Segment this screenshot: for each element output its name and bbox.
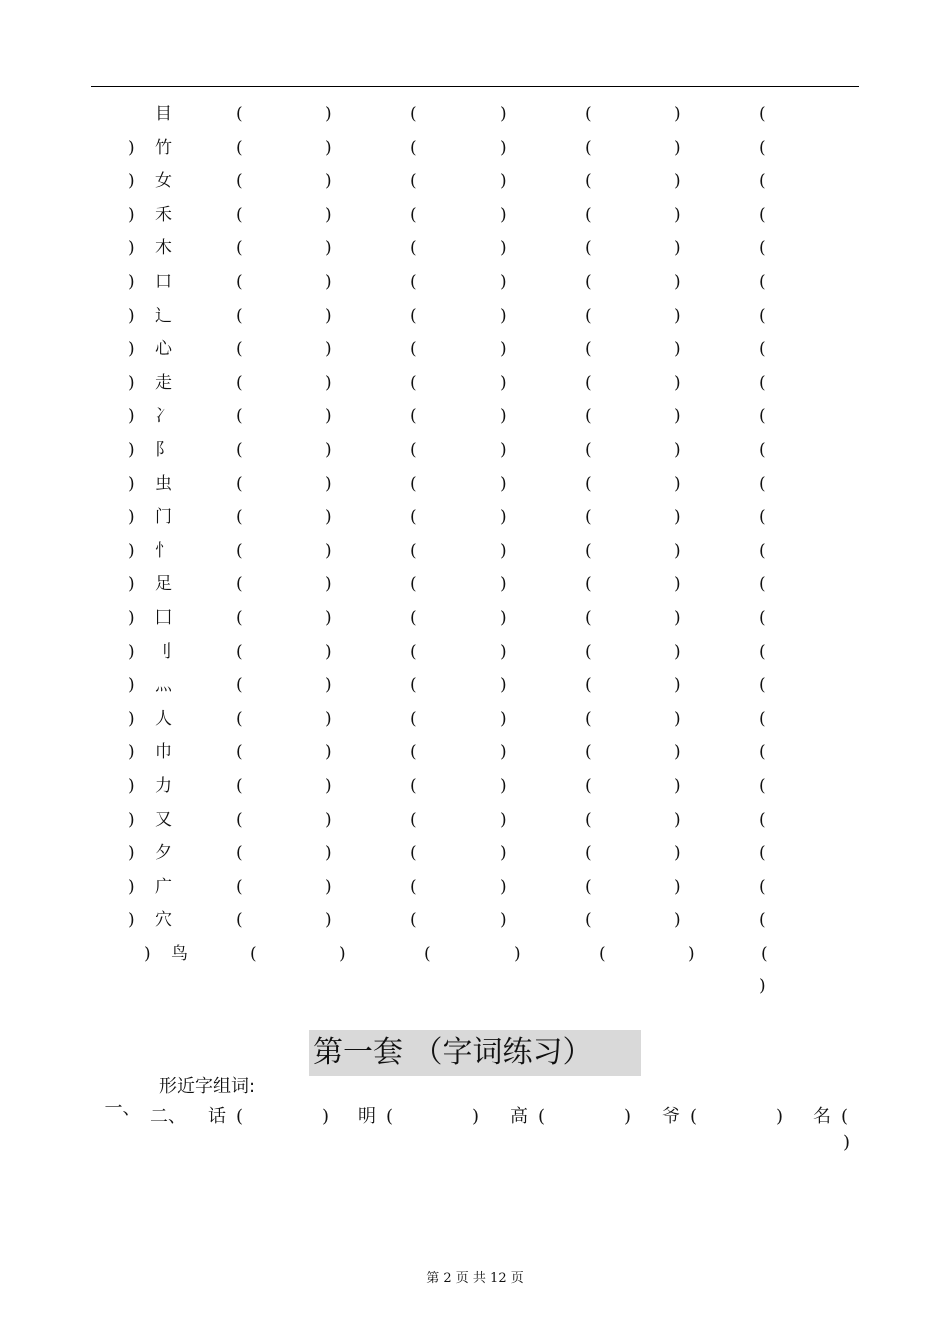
open-paren: (: [759, 440, 766, 460]
radical-char: 广: [155, 877, 172, 897]
open-paren: (: [585, 776, 592, 796]
close-paren: ): [674, 306, 681, 326]
radical-char: 刂: [155, 642, 172, 662]
close-paren: ): [500, 306, 507, 326]
close-paren: ): [500, 138, 507, 158]
close-paren: ): [128, 574, 135, 594]
radical-char: 足: [155, 574, 172, 594]
close-paren: ): [128, 474, 135, 494]
open-paren: (: [585, 608, 592, 628]
open-paren: (: [236, 474, 243, 494]
page-footer: 第 2 页 共 12 页: [426, 1271, 524, 1286]
close-paren: ): [128, 877, 135, 897]
word-char: 明: [358, 1106, 376, 1127]
close-paren: ): [674, 373, 681, 393]
close-paren: ): [325, 406, 332, 426]
open-paren: (: [236, 675, 243, 695]
open-paren: (: [585, 709, 592, 729]
open-paren: (: [410, 910, 417, 930]
close-paren: ): [128, 440, 135, 460]
close-paren: ): [339, 944, 346, 964]
close-paren: ): [674, 843, 681, 863]
open-paren: (: [250, 944, 257, 964]
open-paren: (: [585, 742, 592, 762]
open-paren: (: [585, 810, 592, 830]
close-paren: ): [325, 877, 332, 897]
close-paren: ): [128, 507, 135, 527]
open-paren: (: [759, 474, 766, 494]
open-paren: (: [410, 138, 417, 158]
radical-char: 辶: [155, 306, 172, 326]
close-paren: ): [500, 104, 507, 124]
open-paren: (: [759, 138, 766, 158]
close-paren: ): [128, 339, 135, 359]
close-paren: ): [325, 138, 332, 158]
open-paren: (: [759, 742, 766, 762]
radical-char: 走: [155, 373, 172, 393]
close-paren: ): [322, 1106, 330, 1127]
close-paren: ): [128, 910, 135, 930]
open-paren: (: [410, 877, 417, 897]
close-paren: ): [325, 742, 332, 762]
close-paren: ): [128, 541, 135, 561]
close-paren: ): [325, 104, 332, 124]
close-paren: ): [674, 776, 681, 796]
open-paren: (: [410, 104, 417, 124]
close-paren: ): [128, 776, 135, 796]
close-paren: ): [500, 843, 507, 863]
section-1-number: 一、: [104, 1098, 141, 1119]
open-paren: (: [236, 205, 243, 225]
open-paren: (: [759, 104, 766, 124]
open-paren: (: [759, 776, 766, 796]
radical-char: 女: [155, 171, 172, 191]
close-paren: ): [843, 1132, 851, 1153]
close-paren: ): [500, 742, 507, 762]
open-paren: (: [236, 507, 243, 527]
open-paren: (: [585, 138, 592, 158]
close-paren: ): [500, 541, 507, 561]
close-paren: ): [674, 205, 681, 225]
open-paren: (: [585, 104, 592, 124]
close-paren: ): [128, 406, 135, 426]
open-paren: (: [599, 944, 606, 964]
open-paren: (: [585, 272, 592, 292]
open-paren: (: [410, 810, 417, 830]
open-paren: (: [759, 541, 766, 561]
close-paren: ): [500, 709, 507, 729]
open-paren: (: [585, 877, 592, 897]
open-paren: (: [759, 373, 766, 393]
close-paren: ): [500, 642, 507, 662]
open-paren: (: [410, 205, 417, 225]
close-paren: ): [674, 104, 681, 124]
radical-char: 夕: [155, 843, 172, 863]
open-paren: (: [410, 474, 417, 494]
open-paren: (: [585, 574, 592, 594]
open-paren: (: [410, 709, 417, 729]
open-paren: (: [236, 541, 243, 561]
open-paren: (: [759, 339, 766, 359]
open-paren: (: [759, 238, 766, 258]
close-paren: ): [514, 944, 521, 964]
radical-char: 竹: [155, 138, 172, 158]
open-paren: (: [761, 944, 768, 964]
close-paren: ): [325, 709, 332, 729]
close-paren: ): [500, 810, 507, 830]
open-paren: (: [236, 810, 243, 830]
open-paren: (: [410, 776, 417, 796]
open-paren: (: [759, 910, 766, 930]
open-paren: (: [759, 574, 766, 594]
open-paren: (: [236, 306, 243, 326]
section-1-heading: [93, 1076, 256, 1142]
open-paren: (: [236, 406, 243, 426]
open-paren: (: [236, 104, 243, 124]
open-paren: (: [585, 406, 592, 426]
close-paren: ): [325, 776, 332, 796]
open-paren: (: [585, 373, 592, 393]
close-paren: ): [674, 440, 681, 460]
close-paren: ): [325, 507, 332, 527]
radical-char: 巾: [155, 742, 172, 762]
close-paren: ): [674, 406, 681, 426]
open-paren: (: [410, 608, 417, 628]
close-paren: ): [472, 1106, 480, 1127]
radical-char: 虫: [155, 474, 172, 494]
radical-char: 冫: [155, 406, 172, 426]
close-paren: ): [325, 541, 332, 561]
open-paren: (: [759, 406, 766, 426]
radical-char: 口: [155, 272, 172, 292]
close-paren: ): [674, 810, 681, 830]
open-paren: (: [759, 843, 766, 863]
close-paren: ): [674, 709, 681, 729]
close-paren: ): [500, 507, 507, 527]
close-paren: ): [674, 272, 681, 292]
open-paren: (: [236, 1106, 244, 1127]
open-paren: (: [410, 306, 417, 326]
open-paren: (: [236, 440, 243, 460]
close-paren: ): [500, 474, 507, 494]
open-paren: (: [690, 1106, 698, 1127]
close-paren: ): [325, 810, 332, 830]
close-paren: ): [128, 205, 135, 225]
close-paren: ): [674, 910, 681, 930]
open-paren: (: [585, 171, 592, 191]
close-paren: ): [128, 642, 135, 662]
open-paren: (: [236, 642, 243, 662]
close-paren: ): [128, 306, 135, 326]
radical-char: 灬: [155, 675, 172, 695]
open-paren: (: [585, 843, 592, 863]
close-paren: ): [674, 574, 681, 594]
open-paren: (: [759, 608, 766, 628]
close-paren: ): [688, 944, 695, 964]
open-paren: (: [236, 272, 243, 292]
open-paren: (: [585, 541, 592, 561]
close-paren: ): [674, 541, 681, 561]
close-paren: ): [325, 642, 332, 662]
open-paren: (: [759, 205, 766, 225]
open-paren: (: [236, 776, 243, 796]
open-paren: (: [236, 843, 243, 863]
close-paren: ): [128, 373, 135, 393]
open-paren: (: [585, 339, 592, 359]
open-paren: (: [410, 541, 417, 561]
close-paren: ): [325, 608, 332, 628]
close-paren: ): [144, 944, 151, 964]
close-paren: ): [500, 339, 507, 359]
open-paren: (: [585, 474, 592, 494]
open-paren: (: [759, 642, 766, 662]
close-paren: ): [325, 272, 332, 292]
close-paren: ): [674, 138, 681, 158]
close-paren: ): [759, 976, 766, 996]
radical-char: 又: [155, 810, 172, 830]
close-paren: ): [325, 339, 332, 359]
close-paren: ): [325, 171, 332, 191]
open-paren: (: [410, 373, 417, 393]
radical-char: 穴: [155, 910, 172, 930]
radical-char: 门: [155, 507, 172, 527]
word-char: 爷: [662, 1106, 680, 1127]
open-paren: (: [386, 1106, 394, 1127]
close-paren: ): [128, 675, 135, 695]
open-paren: (: [585, 910, 592, 930]
close-paren: ): [500, 675, 507, 695]
close-paren: ): [128, 171, 135, 191]
open-paren: (: [759, 709, 766, 729]
open-paren: (: [410, 171, 417, 191]
radical-char: 囗: [155, 608, 172, 628]
close-paren: ): [128, 742, 135, 762]
open-paren: (: [585, 238, 592, 258]
open-paren: (: [410, 440, 417, 460]
close-paren: ): [325, 373, 332, 393]
section-2-number: 二、: [150, 1106, 186, 1127]
close-paren: ): [674, 474, 681, 494]
radical-char: 木: [155, 238, 172, 258]
open-paren: (: [585, 642, 592, 662]
close-paren: ): [325, 440, 332, 460]
close-paren: ): [128, 709, 135, 729]
close-paren: ): [128, 608, 135, 628]
close-paren: ): [128, 238, 135, 258]
open-paren: (: [236, 574, 243, 594]
close-paren: ): [776, 1106, 784, 1127]
open-paren: (: [585, 507, 592, 527]
open-paren: (: [410, 406, 417, 426]
close-paren: ): [325, 843, 332, 863]
open-paren: (: [236, 877, 243, 897]
close-paren: ): [500, 406, 507, 426]
close-paren: ): [500, 205, 507, 225]
close-paren: ): [325, 238, 332, 258]
close-paren: ): [500, 440, 507, 460]
close-paren: ): [128, 843, 135, 863]
open-paren: (: [759, 810, 766, 830]
open-paren: (: [236, 373, 243, 393]
open-paren: (: [410, 675, 417, 695]
close-paren: ): [500, 238, 507, 258]
radical-char: 力: [155, 776, 172, 796]
open-paren: (: [538, 1106, 546, 1127]
close-paren: ): [674, 642, 681, 662]
word-char: 高: [510, 1106, 528, 1127]
open-paren: (: [424, 944, 431, 964]
open-paren: (: [841, 1106, 849, 1127]
open-paren: (: [236, 238, 243, 258]
close-paren: ): [325, 675, 332, 695]
close-paren: ): [674, 339, 681, 359]
close-paren: ): [500, 574, 507, 594]
open-paren: (: [759, 306, 766, 326]
open-paren: (: [759, 171, 766, 191]
word-char: 话: [208, 1106, 226, 1127]
close-paren: ): [325, 574, 332, 594]
close-paren: ): [325, 474, 332, 494]
section-1-label: 形近字组词:: [159, 1076, 256, 1097]
word-char: 名: [813, 1106, 831, 1127]
open-paren: (: [410, 742, 417, 762]
open-paren: (: [410, 238, 417, 258]
open-paren: (: [410, 339, 417, 359]
open-paren: (: [410, 574, 417, 594]
radical-char: 心: [155, 339, 172, 359]
close-paren: ): [674, 171, 681, 191]
close-paren: ): [325, 205, 332, 225]
open-paren: (: [236, 171, 243, 191]
open-paren: (: [759, 877, 766, 897]
close-paren: ): [500, 373, 507, 393]
open-paren: (: [585, 205, 592, 225]
close-paren: ): [500, 910, 507, 930]
open-paren: (: [410, 272, 417, 292]
section-title: 第一套 （字词练习）: [309, 1030, 641, 1076]
radical-char: 目: [155, 104, 172, 124]
open-paren: (: [759, 675, 766, 695]
close-paren: ): [500, 608, 507, 628]
close-paren: ): [624, 1106, 632, 1127]
open-paren: (: [236, 742, 243, 762]
close-paren: ): [674, 742, 681, 762]
radical-char: 鸟: [171, 944, 188, 964]
open-paren: (: [410, 642, 417, 662]
open-paren: (: [236, 910, 243, 930]
close-paren: ): [500, 776, 507, 796]
close-paren: ): [500, 171, 507, 191]
close-paren: ): [325, 910, 332, 930]
open-paren: (: [759, 272, 766, 292]
close-paren: ): [500, 272, 507, 292]
close-paren: ): [674, 608, 681, 628]
close-paren: ): [674, 507, 681, 527]
open-paren: (: [236, 709, 243, 729]
radical-char: 阝: [155, 440, 172, 460]
open-paren: (: [410, 843, 417, 863]
open-paren: (: [236, 339, 243, 359]
open-paren: (: [585, 440, 592, 460]
open-paren: (: [236, 138, 243, 158]
radical-char: 人: [155, 709, 172, 729]
close-paren: ): [325, 306, 332, 326]
close-paren: ): [500, 877, 507, 897]
radical-char: 禾: [155, 205, 172, 225]
close-paren: ): [674, 238, 681, 258]
radical-char: 忄: [155, 541, 172, 561]
close-paren: ): [128, 272, 135, 292]
open-paren: (: [759, 507, 766, 527]
open-paren: (: [236, 608, 243, 628]
close-paren: ): [674, 877, 681, 897]
close-paren: ): [128, 138, 135, 158]
close-paren: ): [674, 675, 681, 695]
open-paren: (: [585, 675, 592, 695]
close-paren: ): [128, 810, 135, 830]
open-paren: (: [410, 507, 417, 527]
open-paren: (: [585, 306, 592, 326]
